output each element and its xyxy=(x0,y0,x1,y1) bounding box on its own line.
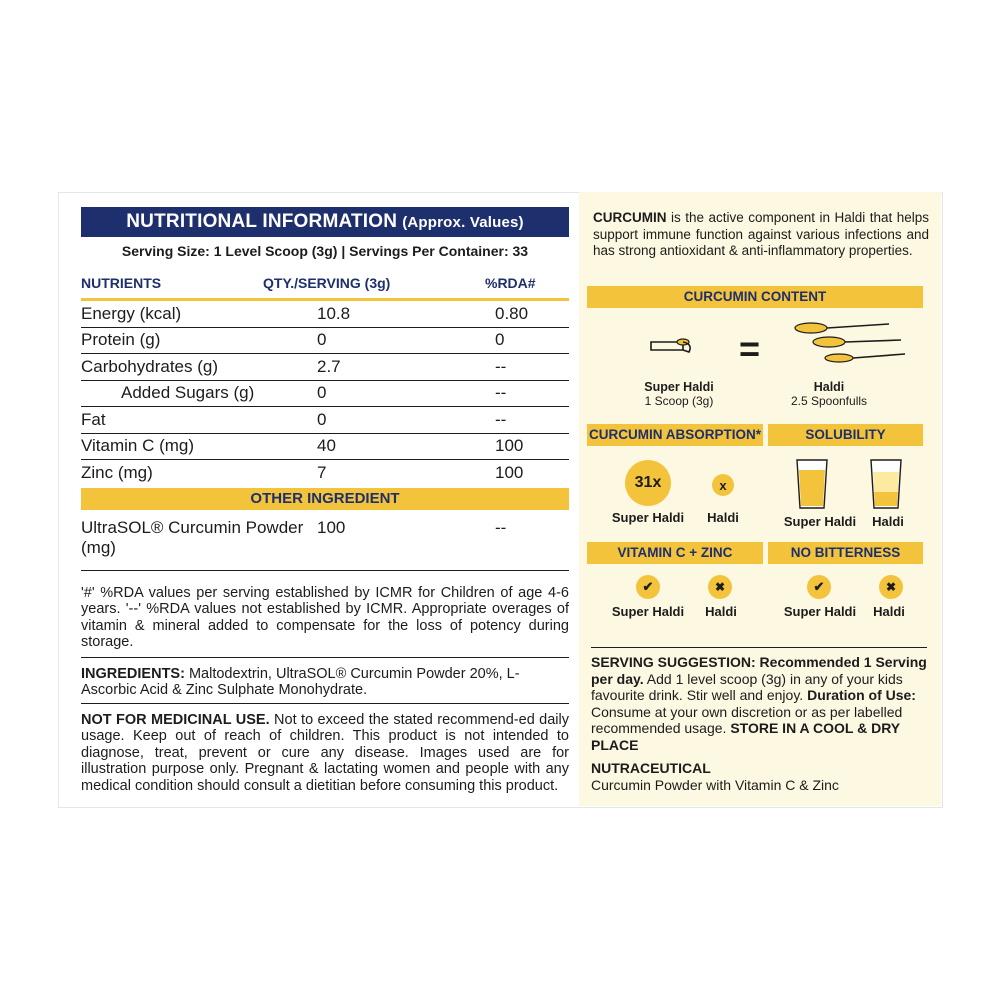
nutrient-name: Energy (kcal) xyxy=(81,303,182,323)
table-row xyxy=(81,510,569,571)
curcumin-section xyxy=(579,192,941,806)
other-ingredient-heading: OTHER INGREDIENT xyxy=(81,488,569,510)
nutrient-name: Zinc (mg) xyxy=(81,462,153,482)
nutrient-rda: 100 xyxy=(495,436,524,456)
nutrient-qty: 10.8 xyxy=(317,303,351,323)
vitc-super-label: Super Haldi xyxy=(611,604,685,619)
serving-bold-3: STORE IN A COOL & DRY PLACE xyxy=(591,720,900,753)
serving-bold-1: SERVING SUGGESTION: Recommended 1 Serving per day. xyxy=(591,654,927,687)
nutrient-name: Fat xyxy=(81,409,106,429)
serving-size-line: Serving Size: 1 Level Scoop (3g) | Servings Per Container: 33 xyxy=(121,243,529,259)
header-qty: QTY./SERVING (3g) xyxy=(263,275,391,291)
absorption-super-label: Super Haldi xyxy=(611,510,685,525)
nutrient-qty: 2.7 xyxy=(317,356,341,376)
solubility-heading: SOLUBILITY xyxy=(768,424,923,446)
nutrient-rda: 0.80 xyxy=(495,303,529,323)
serving-text-1: Add 1 level scoop (3g) in any of your kids favourite drink. Stir well and enjoy. xyxy=(591,670,903,703)
glass-clear-icon xyxy=(795,458,829,510)
nutrition-title-bar xyxy=(81,207,569,237)
haldi-name: Haldi xyxy=(813,380,845,394)
nutrition-title: NUTRITIONAL INFORMATION xyxy=(126,211,398,232)
bitterness-super-label: Super Haldi xyxy=(783,604,857,619)
curcumin-intro xyxy=(593,210,929,260)
absorption-1x: x xyxy=(712,474,734,496)
table-row xyxy=(81,407,569,434)
other-ingredient-name: UltraSOL® Curcumin Powder (mg) xyxy=(81,517,304,557)
nutrient-qty: 0 xyxy=(317,383,327,403)
bitterness-haldi-cross-icon: ✖ xyxy=(879,575,903,599)
warning xyxy=(81,712,569,795)
ingredients-text: Maltodextrin, UltraSOL® Curcumin Powder 20%, L-Ascorbic Acid & Zinc Sulphate Monohydrate. xyxy=(81,665,520,698)
haldi-caption xyxy=(769,380,889,408)
curcumin-content-heading: CURCUMIN CONTENT xyxy=(587,286,923,308)
nutrition-section xyxy=(81,207,569,794)
nutrition-title-sub: (Approx. Values) xyxy=(402,213,524,231)
vitc-super-tick-icon: ✔ xyxy=(636,575,660,599)
no-bitterness-heading: NO BITTERNESS xyxy=(768,542,923,564)
nutraceutical-text: Curcumin Powder with Vitamin C & Zinc xyxy=(591,776,839,793)
table-row xyxy=(81,354,569,381)
vitc-haldi-label: Haldi xyxy=(705,604,737,619)
equals-sign: = xyxy=(739,328,761,369)
rda-footnote: '#' %RDA values per serving established by ICMR for Children of age 4-6 years. '--' %RDA values not established by ICMR. Appropriate overages of vitamin & mineral added to compensate for the loss of potency during storage. xyxy=(81,585,569,658)
serving-bold-2: Duration of Use: xyxy=(807,687,916,703)
warning-text: Not to exceed the stated recommend-ed daily usage. Keep out of reach of children. This product is not intended to diagnose, treat, prevent or cure any disease. Images used are for illustration purpose only. Pregnant & lactating women and people with any medical condition should consult a dietitian before consuming this product. xyxy=(81,711,569,794)
nutrient-qty: 0 xyxy=(317,409,327,429)
super-haldi-name: Super Haldi xyxy=(644,380,714,394)
curcumin-intro-text: is the active component in Haldi that helps support immune function against various infections and has strong antioxidant & anti-inflammatory properties. xyxy=(593,210,929,258)
ingredients xyxy=(81,666,569,704)
nutraceutical xyxy=(591,760,839,793)
nutrient-qty: 40 xyxy=(317,436,336,456)
nutrient-rda: 100 xyxy=(495,462,524,482)
other-ingredient-qty: 100 xyxy=(317,517,346,537)
ingredients-label: INGREDIENTS: xyxy=(81,665,185,682)
header-rda: %RDA# xyxy=(485,275,536,291)
vitc-haldi-cross-icon: ✖ xyxy=(708,575,732,599)
haldi-sub: 2.5 Spoonfulls xyxy=(790,394,868,408)
bitterness-super-tick-icon: ✔ xyxy=(807,575,831,599)
solubility-haldi-label: Haldi xyxy=(872,514,904,529)
nutrient-name: Vitamin C (mg) xyxy=(81,436,195,456)
other-ingredient-rda: -- xyxy=(495,517,507,537)
table-header xyxy=(81,275,569,293)
nutrient-name: Added Sugars (g) xyxy=(121,383,255,403)
nutrient-qty: 7 xyxy=(317,462,327,482)
table-row xyxy=(81,460,569,486)
warning-label: NOT FOR MEDICINAL USE. xyxy=(81,711,270,728)
absorption-heading: CURCUMIN ABSORPTION* xyxy=(587,424,763,446)
nutrient-rda: -- xyxy=(495,383,507,403)
table-row xyxy=(81,301,569,328)
table-row xyxy=(81,381,569,408)
absorption-31x: 31x xyxy=(625,460,671,506)
nutrient-rda: -- xyxy=(495,409,507,429)
nutraceutical-label: NUTRACEUTICAL xyxy=(591,760,711,776)
absorption-haldi-label: Haldi xyxy=(707,510,739,525)
spoons-icon xyxy=(789,318,909,374)
nutrient-rda: 0 xyxy=(495,330,505,350)
serving-suggestion xyxy=(591,647,927,753)
nutrient-rda: -- xyxy=(495,356,507,376)
glass-cloudy-icon xyxy=(869,458,903,510)
serving-text-2: Consume at your own discretion or as per labelled recommended usage. xyxy=(591,703,903,736)
bitterness-haldi-label: Haldi xyxy=(873,604,905,619)
vitc-zinc-heading: VITAMIN C + ZINC xyxy=(587,542,763,564)
nutrient-qty: 0 xyxy=(317,330,327,350)
scoop-icon xyxy=(649,334,705,356)
super-haldi-sub: 1 Scoop (3g) xyxy=(644,394,714,408)
solubility-super-label: Super Haldi xyxy=(783,514,857,529)
super-haldi-caption xyxy=(619,380,739,408)
header-nutrients: NUTRIENTS xyxy=(81,275,162,291)
table-row xyxy=(81,328,569,355)
curcumin-intro-bold: CURCUMIN xyxy=(593,210,667,225)
table-row xyxy=(81,434,569,461)
nutrient-name: Protein (g) xyxy=(81,330,161,350)
nutrient-name: Carbohydrates (g) xyxy=(81,356,219,376)
